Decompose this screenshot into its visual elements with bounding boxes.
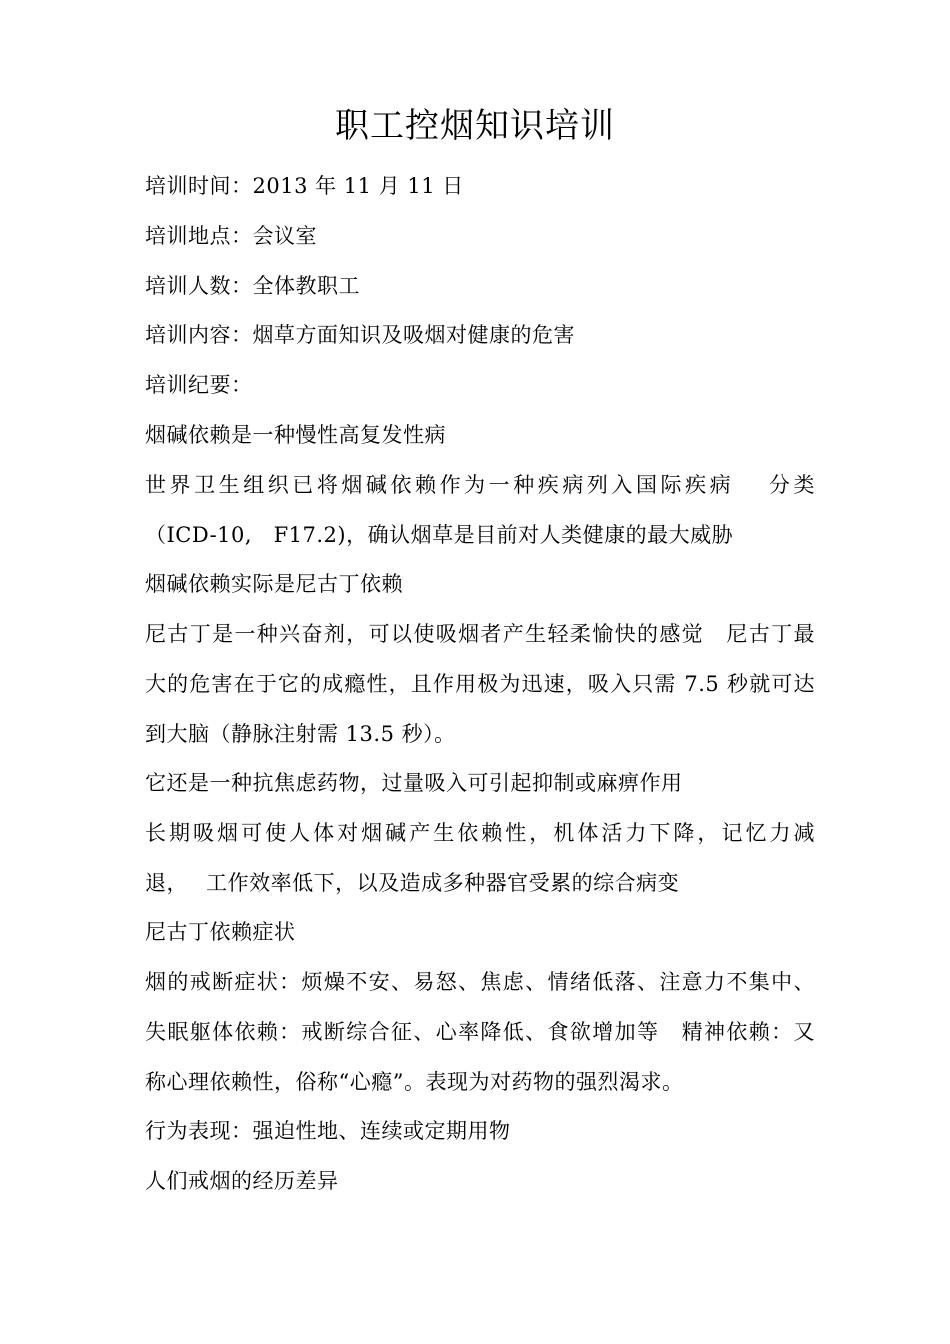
paragraph-line: 烟碱依赖实际是尼古丁依赖 xyxy=(145,572,403,596)
training-attendees-line: 培训人数：全体教职工 xyxy=(145,274,360,298)
paragraph-line: 烟的戒断症状：烦燥不安、易怒、焦虑、情绪低落、注意力不集中、 xyxy=(145,970,815,994)
training-summary-label: 培训纪要： xyxy=(145,373,253,397)
paragraph-line: 它还是一种抗焦虑药物，过量吸入可引起抑制或麻痹作用 xyxy=(145,771,683,795)
document-title: 职工控烟知识培训 xyxy=(335,106,615,146)
paragraph-line: 到大脑（静脉注射需 13.5 秒）。 xyxy=(145,722,456,746)
paragraph-line: 失眠躯体依赖：戒断综合征、心率降低、食欲增加等 精神依赖：又 xyxy=(145,1020,815,1044)
paragraph-line: 人们戒烟的经历差异 xyxy=(145,1169,339,1193)
paragraph-line: 退， 工作效率低下，以及造成多种器官受累的综合病变 xyxy=(145,871,680,895)
paragraph-line: 大的危害在于它的成瘾性，且作用极为迅速，吸入只需 7.5 秒就可达 xyxy=(145,672,815,696)
training-content-line: 培训内容：烟草方面知识及吸烟对健康的危害 xyxy=(145,323,575,347)
paragraph-line: 世界卫生组织已将烟碱依赖作为一种疾病列入国际疾病 分类 xyxy=(145,473,815,497)
section-heading: 尼古丁依赖症状 xyxy=(145,920,296,944)
paragraph-line: 尼古丁是一种兴奋剂，可以使吸烟者产生轻柔愉快的感觉 尼古丁最 xyxy=(145,622,815,646)
paragraph-line: 称心理依赖性，俗称“心瘾”。表现为对药物的强烈渴求。 xyxy=(145,1070,684,1094)
paragraph-line: （ICD-10, F17.2)，确认烟草是目前对人类健康的最大威胁 xyxy=(145,523,734,547)
training-location-line: 培训地点：会议室 xyxy=(145,224,317,248)
paragraph-line: 烟碱依赖是一种慢性高复发性病 xyxy=(145,423,446,447)
paragraph-line: 长期吸烟可使人体对烟碱产生依赖性，机体活力下降，记忆力减 xyxy=(145,821,815,845)
paragraph-line: 行为表现：强迫性地、连续或定期用物 xyxy=(145,1119,511,1143)
training-time-line: 培训时间：2013 年 11 月 11 日 xyxy=(145,174,464,198)
